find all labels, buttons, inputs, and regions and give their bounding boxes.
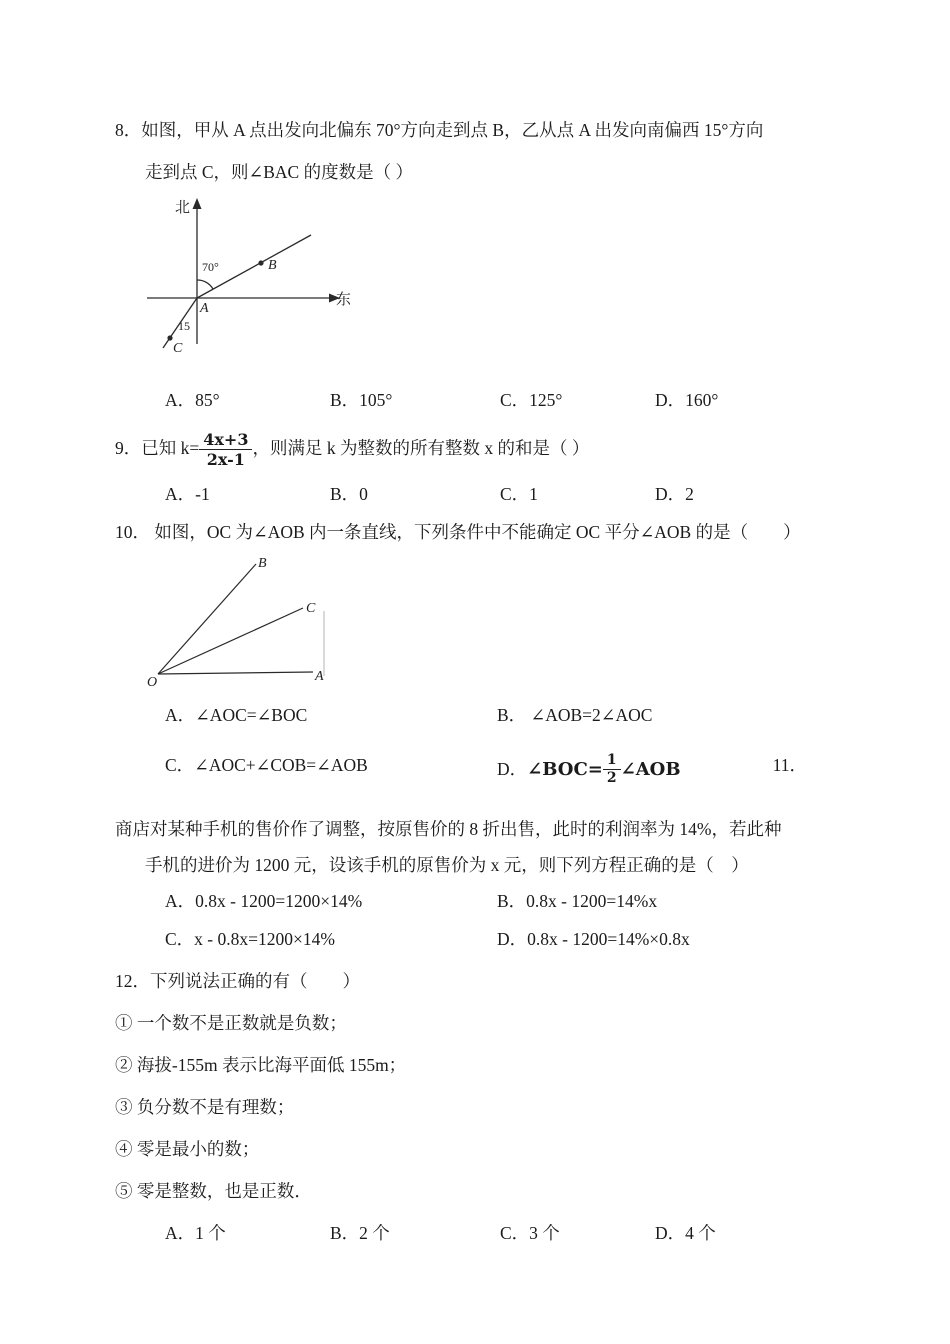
q11-stem-line-2: 手机的进价为 1200 元，设该手机的原售价为 x 元，则下列方程正确的是（ ）: [145, 854, 749, 875]
q11-option-b: B．0.8x - 1200=14%x: [497, 890, 658, 911]
q11-options-row-2: [165, 927, 835, 951]
q12-option-a: A．1 个: [165, 1222, 226, 1243]
q12-option-b: B．2 个: [330, 1222, 390, 1243]
q10-option-d-label: D．: [497, 758, 528, 779]
q9-option-c: C．1: [500, 484, 538, 504]
q9-option-b: B．0: [330, 484, 368, 504]
north-arrowhead-icon: [193, 198, 202, 209]
q11-stem-line-1: 商店对某种手机的售价作了调整，按原售价的 8 折出售，此时的利润率为 14%，若此种: [115, 818, 782, 839]
point-o-label: O: [147, 675, 158, 690]
q10-figure: [143, 556, 333, 691]
q10-option-b: B． ∠AOB=2∠AOC: [497, 705, 653, 725]
q10-options-row-1: [165, 703, 835, 727]
q10-stem: 10． 如图，OC 为∠AOB 内一条直线，下列条件中不能确定 OC 平分∠AOB 的是（ ）: [115, 522, 801, 542]
q8-options-row: [165, 388, 835, 412]
q8-option-a: A．85°: [165, 390, 220, 410]
q10-option-d-fraction: [603, 753, 621, 787]
ray-ob: [158, 564, 256, 674]
q8-stem-line-1: 8．如图，甲从 A 点出发向北偏东 70°方向走到点 B，乙从点 A 出发向南偏西 15°方向: [115, 120, 764, 140]
point-a-label: A: [200, 301, 209, 316]
q9-fraction-numerator: 4x+3: [199, 431, 252, 451]
q9-stem-prefix: 9．已知 k=: [115, 438, 200, 458]
q8-option-b: B．105°: [330, 390, 393, 410]
q9-fraction: [199, 431, 252, 469]
q10-option-d: [497, 753, 681, 787]
point-c-dot: [167, 335, 172, 340]
q8-option-c: C．125°: [500, 390, 563, 410]
q10-option-d-fraction-numerator: 1: [603, 753, 621, 770]
q10-option-d-fraction-denominator: 2: [606, 770, 617, 787]
q10-option-d-formula: [527, 752, 681, 787]
q11-options-row-1: [165, 889, 835, 913]
q12-item-1: ① 一个数不是正数就是负数；: [115, 1012, 347, 1033]
point-c-label: C: [306, 601, 316, 616]
q8-stem-line-2: 走到点 C，则∠BAC 的度数是（ ）: [145, 162, 413, 182]
q12-stem: 12．下列说法正确的有（ ）: [115, 970, 360, 991]
angle-70-label: 70°: [202, 260, 219, 274]
q9-stem: [115, 426, 835, 470]
q12-options-row: [165, 1221, 835, 1245]
ray-oc: [158, 608, 303, 674]
q10-option-a: A．∠AOC=∠BOC: [165, 705, 308, 725]
north-label: 北: [175, 200, 191, 216]
ray-oa: [158, 672, 313, 674]
point-c-label: C: [173, 341, 183, 356]
q12-item-4: ④ 零是最小的数；: [115, 1138, 260, 1159]
angle-arc: [197, 280, 213, 289]
point-a-label: A: [315, 669, 324, 684]
east-label: 东: [336, 292, 352, 308]
q12-option-c: C．3 个: [500, 1222, 560, 1243]
q12-item-2: ② 海拔-155m 表示比海平面低 155m；: [115, 1054, 407, 1075]
q11-option-a: A．0.8x - 1200=1200×14%: [165, 890, 363, 911]
q9-option-a: A．-1: [165, 484, 210, 504]
point-b-label: B: [268, 258, 277, 273]
point-b-label: B: [258, 556, 267, 571]
q10-option-d-prefix: ∠BOC=: [527, 758, 603, 780]
q12-item-3: ③ 负分数不是有理数；: [115, 1096, 295, 1117]
q10-options-row-2: [165, 753, 835, 787]
q10-option-d-suffix: ∠AOB: [620, 758, 681, 780]
q12-item-5: ⑤ 零是整数，也是正数．: [115, 1180, 312, 1201]
q9-option-d: D．2: [655, 484, 694, 504]
q10-option-c: C．∠AOC+∠COB=∠AOB: [165, 755, 368, 775]
q8-option-d: D．160°: [655, 390, 719, 410]
q12-option-d: D．4 个: [655, 1222, 716, 1243]
point-b-dot: [258, 260, 263, 265]
q11-option-c: C．x - 0.8x=1200×14%: [165, 928, 335, 949]
q11-number: 11．: [772, 755, 807, 775]
q9-options-row: [165, 482, 835, 506]
q8-figure: [145, 196, 355, 376]
q11-option-d: D．0.8x - 1200=14%×0.8x: [497, 928, 690, 949]
q9-fraction-denominator: 2x-1: [206, 450, 245, 470]
q9-stem-suffix: ，则满足 k 为整数的所有整数 x 的和是（ ）: [252, 438, 590, 458]
angle-15-label: 15: [178, 319, 190, 333]
